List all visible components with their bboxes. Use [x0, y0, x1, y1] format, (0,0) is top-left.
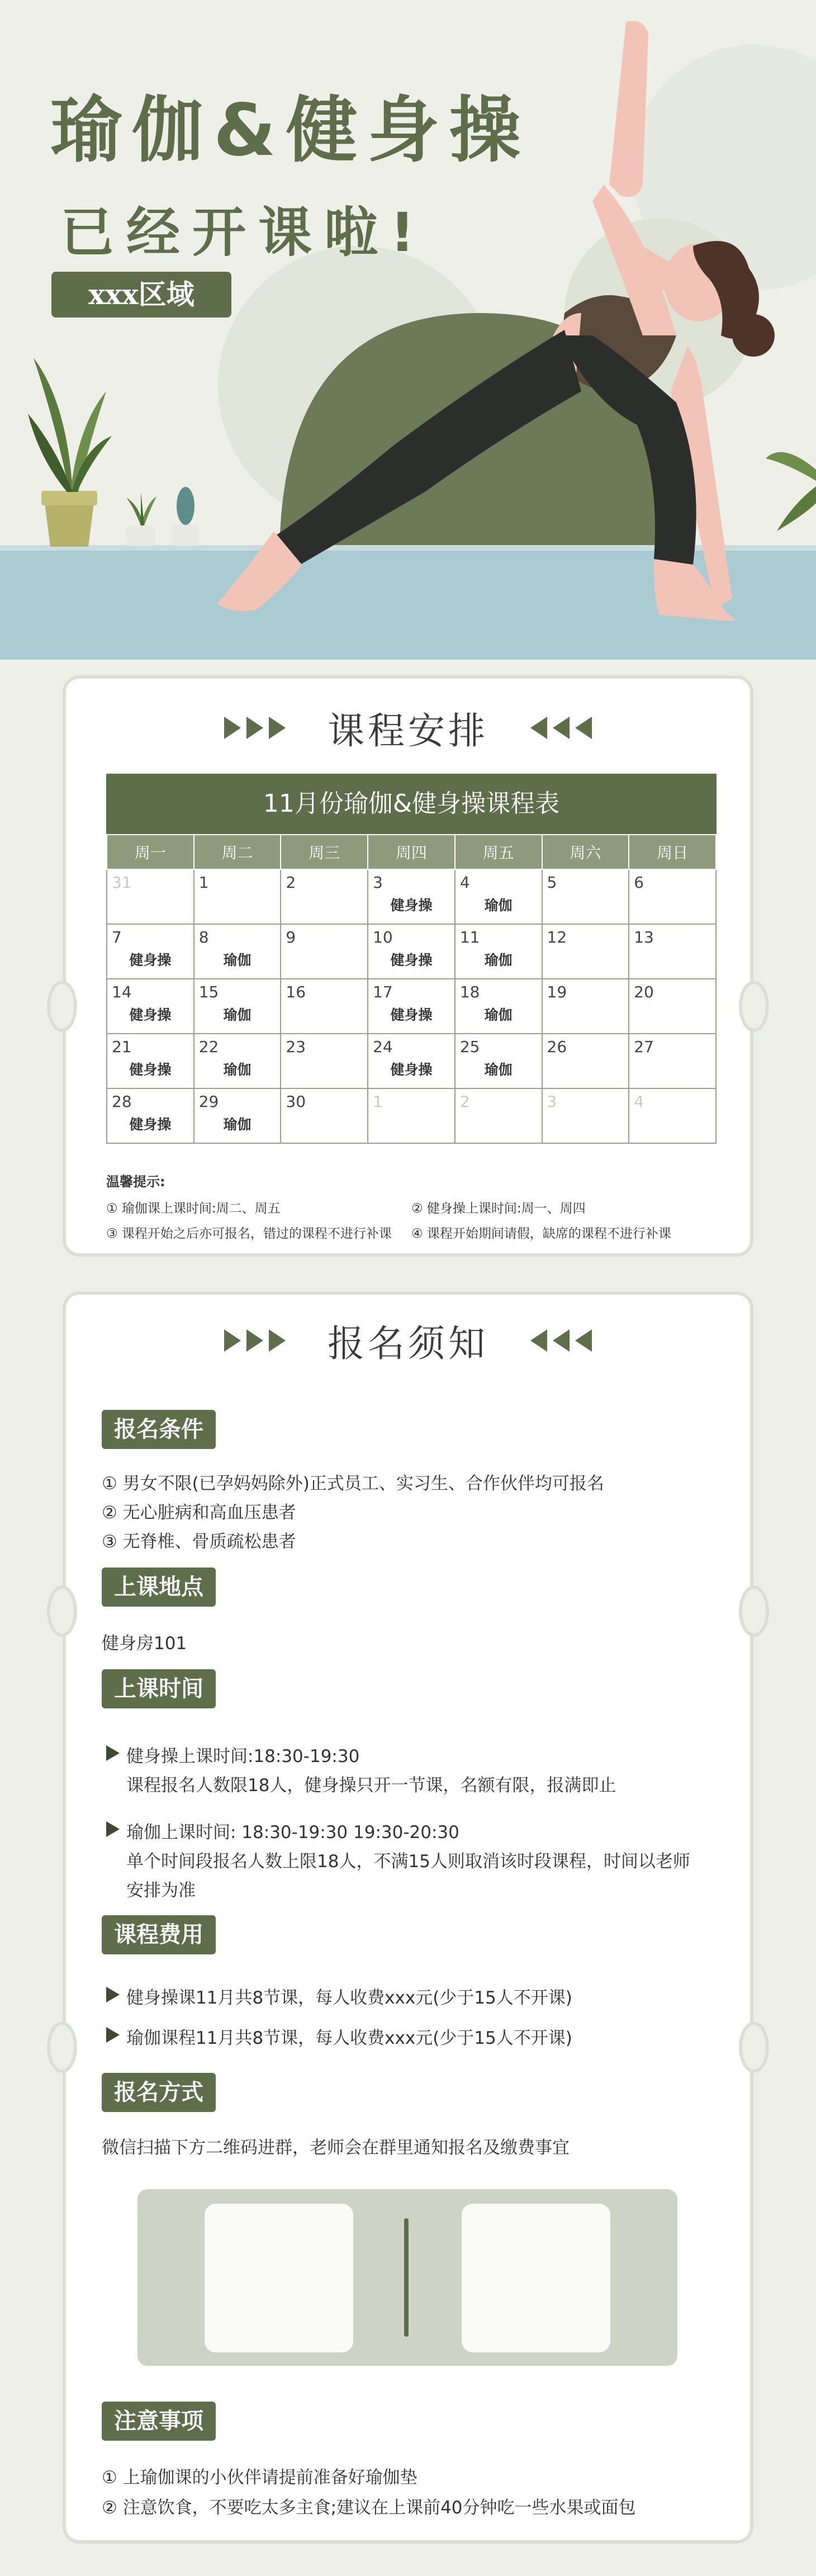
hero-subtitle: 已经开课啦!	[60, 201, 427, 264]
tips-title: 温馨提示:	[106, 1174, 165, 1190]
registration-card	[63, 1291, 753, 2544]
calendar-day-cell	[194, 869, 281, 924]
day-number: 21	[112, 1038, 132, 1056]
day-number: 7	[112, 928, 122, 946]
class-event: 健身操	[390, 952, 433, 968]
calendar-day-cell	[455, 924, 542, 979]
potted-plant-icon	[28, 358, 112, 547]
schedule-table-wrap	[106, 774, 717, 1144]
note-item: ② 注意饮食，不要吃太多主食;建议在上课前40分钟吃一些水果或面包	[102, 2498, 636, 2518]
hero-banner	[0, 0, 816, 660]
time-line: 瑜伽上课时间: 18:30-19:30 19:30-20:30	[126, 1822, 459, 1843]
calendar-day-cell	[542, 979, 629, 1034]
calendar-day-cell	[542, 924, 629, 979]
class-event: 健身操	[390, 1007, 433, 1023]
calendar-day-cell	[194, 1034, 281, 1088]
class-event: 健身操	[129, 952, 172, 968]
class-event: 瑜伽	[223, 1007, 252, 1023]
tip-item: ① 瑜伽课上课时间:周二、周五	[106, 1201, 281, 1216]
schedule-table-title: 11月份瑜伽&健身操课程表	[106, 774, 717, 834]
weekday-header: 周三	[281, 835, 368, 869]
calendar-day-cell	[107, 1034, 194, 1088]
class-event: 瑜伽	[223, 1062, 252, 1078]
weekday-header: 周四	[368, 835, 455, 869]
class-event: 健身操	[129, 1062, 172, 1078]
class-event: 健身操	[390, 1062, 433, 1078]
calendar-day-cell	[368, 979, 455, 1034]
calendar-table	[106, 834, 717, 1144]
day-number: 16	[286, 983, 306, 1001]
class-event: 瑜伽	[484, 1007, 513, 1023]
time-badge: 上课时间	[102, 1669, 216, 1708]
condition-item: ② 无心脏病和高血压患者	[102, 1503, 296, 1523]
weekday-header: 周一	[107, 835, 194, 869]
day-number: 12	[547, 928, 567, 946]
weekday-header: 周五	[455, 835, 542, 869]
day-number: 30	[286, 1092, 306, 1111]
day-number: 17	[373, 983, 393, 1001]
calendar-day-cell	[542, 869, 629, 924]
calendar-week-row	[107, 924, 716, 979]
ticket-notch	[47, 1585, 77, 1637]
calendar-day-cell	[281, 1088, 368, 1143]
palm-leaf-icon	[766, 452, 816, 531]
calendar-day-cell	[629, 924, 716, 979]
calendar-day-cell	[194, 979, 281, 1034]
day-number: 3	[547, 1092, 557, 1111]
day-number: 15	[198, 983, 219, 1001]
registration-header	[66, 1314, 750, 1367]
conditions-badge: 报名条件	[102, 1410, 216, 1449]
tip-item: ② 健身操上课时间:周一、周四	[411, 1201, 586, 1216]
day-number: 24	[373, 1038, 393, 1056]
time-line: 健身操上课时间:18:30-19:30	[126, 1746, 360, 1767]
method-text: 微信扫描下方二维码进群，老师会在群里通知报名及缴费事宜	[102, 2138, 570, 2158]
notes-badge: 注意事项	[102, 2402, 216, 2441]
condition-item: ③ 无脊椎、骨质疏松患者	[102, 1532, 296, 1552]
ticket-notch	[739, 2021, 769, 2073]
calendar-day-cell	[629, 869, 716, 924]
ticket-notch	[47, 2021, 77, 2073]
class-event: 瑜伽	[484, 1062, 513, 1078]
weekday-header: 周六	[542, 835, 629, 869]
weekday-header: 周二	[194, 835, 281, 869]
class-event: 瑜伽	[484, 952, 513, 968]
bullet-arrow-icon	[106, 2027, 120, 2043]
method-badge: 报名方式	[102, 2073, 216, 2112]
bullet-arrow-icon	[106, 1987, 120, 2002]
schedule-card	[63, 675, 753, 1257]
day-number: 3	[373, 873, 383, 892]
calendar-day-cell	[281, 1034, 368, 1088]
region-badge: xxx区域	[51, 272, 231, 318]
day-number: 4	[634, 1092, 644, 1111]
qr-panel	[137, 2189, 677, 2366]
day-number: 9	[286, 928, 296, 946]
calendar-day-cell	[368, 1034, 455, 1088]
bullet-arrow-icon	[106, 1821, 120, 1837]
calendar-day-cell	[455, 1088, 542, 1143]
calendar-day-cell	[455, 869, 542, 924]
calendar-day-cell	[107, 1088, 194, 1143]
calendar-day-cell	[629, 1034, 716, 1088]
tip-item: ③ 课程开始之后亦可报名，错过的课程不进行补课	[106, 1227, 392, 1241]
class-event: 健身操	[129, 1007, 172, 1023]
location-badge: 上课地点	[102, 1568, 216, 1607]
calendar-day-cell	[629, 1088, 716, 1143]
day-number: 8	[198, 928, 209, 946]
calendar-day-cell	[107, 979, 194, 1034]
time-line: 单个时间段报名人数上限18人，不满15人则取消该时段课程，时间以老师	[126, 1852, 690, 1872]
day-number: 1	[198, 873, 209, 892]
arrows-right-icon	[224, 714, 291, 742]
tips-block	[106, 1171, 717, 1248]
day-number: 22	[198, 1038, 219, 1056]
calendar-day-cell	[107, 924, 194, 979]
ticket-notch	[47, 981, 77, 1032]
day-number: 18	[459, 983, 480, 1001]
day-number: 6	[634, 873, 644, 892]
day-number: 2	[459, 1092, 470, 1111]
fee-badge: 课程费用	[102, 1915, 216, 1954]
class-event: 瑜伽	[223, 1116, 252, 1133]
calendar-day-cell	[368, 869, 455, 924]
calendar-day-cell	[455, 1034, 542, 1088]
arrows-left-icon	[525, 1327, 592, 1355]
day-number: 28	[112, 1092, 132, 1111]
condition-item: ① 男女不限(已孕妈妈除外)正式员工、实习生、合作伙伴均可报名	[102, 1474, 604, 1494]
calendar-week-row	[107, 869, 716, 924]
day-number: 29	[198, 1092, 219, 1111]
arrows-left-icon	[525, 714, 592, 742]
day-number: 23	[286, 1038, 306, 1056]
day-number: 26	[547, 1038, 567, 1056]
calendar-day-cell	[629, 979, 716, 1034]
calendar-day-cell	[455, 979, 542, 1034]
qr-code-placeholder[interactable]	[205, 2204, 353, 2352]
note-item: ① 上瑜伽课的小伙伴请提前准备好瑜伽垫	[102, 2468, 418, 2488]
day-number: 2	[286, 873, 296, 892]
time-line: 课程报名人数限18人，健身操只开一节课，名额有限，报满即止	[126, 1775, 616, 1796]
calendar-day-cell	[542, 1034, 629, 1088]
weekday-row	[107, 835, 716, 869]
calendar-day-cell	[281, 869, 368, 924]
qr-code-placeholder[interactable]	[462, 2204, 610, 2352]
day-number: 10	[373, 928, 393, 946]
ticket-notch	[739, 981, 769, 1032]
hero-title: 瑜伽&健身操	[50, 89, 531, 172]
day-number: 5	[547, 873, 557, 892]
class-event: 瑜伽	[223, 952, 252, 968]
day-number: 25	[459, 1038, 480, 1056]
calendar-day-cell	[368, 924, 455, 979]
time-line: 安排为准	[126, 1881, 196, 1901]
schedule-heading: 课程安排	[328, 709, 488, 752]
day-number: 19	[547, 983, 567, 1001]
calendar-day-cell	[368, 1088, 455, 1143]
fee-item: 瑜伽课程11月共8节课，每人收费xxx元(少于15人不开课)	[126, 2028, 572, 2048]
calendar-day-cell	[107, 869, 194, 924]
tip-item: ④ 课程开始期间请假，缺席的课程不进行补课	[411, 1227, 671, 1241]
calendar-week-row	[107, 979, 716, 1034]
calendar-day-cell	[194, 924, 281, 979]
registration-heading: 报名须知	[328, 1322, 488, 1365]
day-number: 14	[112, 983, 132, 1001]
class-event: 瑜伽	[484, 897, 513, 913]
succulent-icon	[126, 492, 156, 546]
day-number: 31	[112, 873, 132, 892]
day-number: 4	[459, 873, 470, 892]
bullet-arrow-icon	[106, 1745, 120, 1761]
day-number: 27	[634, 1038, 654, 1056]
arrows-right-icon	[224, 1327, 291, 1355]
cactus-icon	[172, 487, 199, 546]
location-text: 健身房101	[102, 1633, 187, 1654]
fee-item: 健身操课11月共8节课，每人收费xxx元(少于15人不开课)	[126, 1988, 572, 2008]
calendar-week-row	[107, 1034, 716, 1088]
calendar-week-row	[107, 1088, 716, 1143]
day-number: 1	[373, 1092, 383, 1111]
day-number: 20	[634, 983, 654, 1001]
calendar-day-cell	[281, 924, 368, 979]
ticket-notch	[739, 1585, 769, 1637]
class-event: 健身操	[129, 1116, 172, 1133]
calendar-day-cell	[281, 979, 368, 1034]
day-number: 11	[459, 928, 480, 946]
weekday-header: 周日	[629, 835, 716, 869]
calendar-day-cell	[542, 1088, 629, 1143]
schedule-header	[66, 701, 750, 754]
qr-divider	[404, 2218, 409, 2337]
class-event: 健身操	[390, 897, 433, 913]
calendar-day-cell	[194, 1088, 281, 1143]
calendar-body	[107, 869, 716, 1143]
day-number: 13	[634, 928, 654, 946]
